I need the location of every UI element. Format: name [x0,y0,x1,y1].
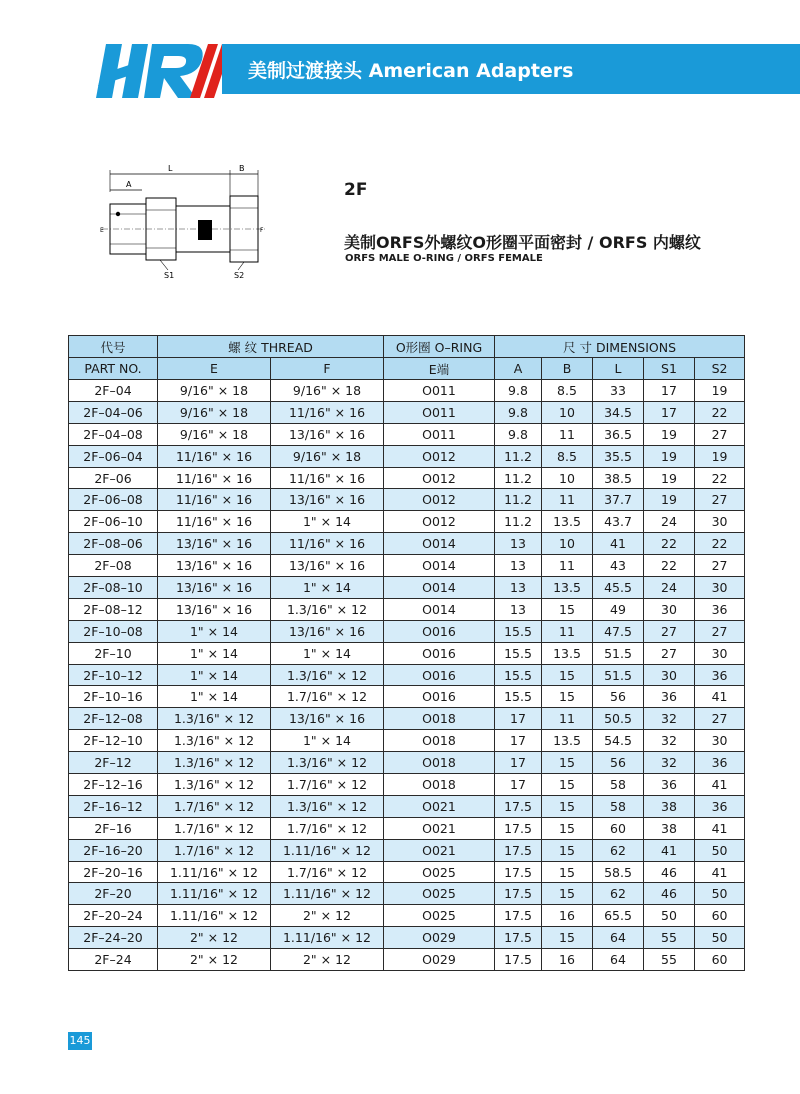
table-cell: 11 [542,620,593,642]
table-cell: 15 [542,774,593,796]
table-cell: 2F–06–10 [69,511,158,533]
table-cell: 2F–10 [69,642,158,664]
table-cell: 36 [695,795,745,817]
table-cell: 13/16" × 16 [158,598,271,620]
table-cell: 19 [695,380,745,402]
table-cell: 11 [542,489,593,511]
product-code: 2F [344,180,368,200]
table-cell: O012 [384,511,495,533]
table-cell: 17.5 [495,927,542,949]
table-cell: 24 [644,511,695,533]
table-cell: 2F–10–12 [69,664,158,686]
table-cell: 2F–24 [69,949,158,971]
table-cell: 50 [695,927,745,949]
table-row [69,620,745,642]
header-l: L [593,358,644,380]
table-row [69,839,745,861]
table-cell: 55 [644,927,695,949]
dim-label-l: L [168,164,173,173]
table-cell: 1.7/16" × 12 [158,795,271,817]
table-cell: 17 [495,730,542,752]
table-cell: 9/16" × 18 [158,401,271,423]
table-cell: 50 [695,839,745,861]
table-cell: 62 [593,839,644,861]
header-part-no: PART NO. [69,358,158,380]
table-row [69,708,745,730]
table-cell: 2" × 12 [271,905,384,927]
table-cell: 38 [644,817,695,839]
table-cell: 33 [593,380,644,402]
table-cell: 27 [695,423,745,445]
table-cell: 43 [593,555,644,577]
table-cell: 11/16" × 16 [158,445,271,467]
table-cell: 11.2 [495,467,542,489]
table-cell: 1.11/16" × 12 [271,927,384,949]
header-a: A [495,358,542,380]
table-cell: O016 [384,664,495,686]
table-cell: 15 [542,686,593,708]
table-row [69,795,745,817]
table-row [69,752,745,774]
table-cell: 36.5 [593,423,644,445]
table-row [69,861,745,883]
fitting-diagram [98,162,268,282]
table-row [69,730,745,752]
table-cell: 17.5 [495,949,542,971]
table-cell: 1.11/16" × 12 [271,883,384,905]
table-cell: 1" × 14 [158,642,271,664]
table-cell: 1.11/16" × 12 [158,905,271,927]
table-row [69,445,745,467]
table-cell: O029 [384,927,495,949]
table-cell: 60 [593,817,644,839]
table-cell: 30 [695,511,745,533]
table-cell: 2F–04–08 [69,423,158,445]
table-cell: 9.8 [495,423,542,445]
table-cell: 2F–04–06 [69,401,158,423]
table-cell: 11/16" × 16 [158,489,271,511]
table-cell: O011 [384,401,495,423]
table-cell: 2F–24–20 [69,927,158,949]
table-cell: 2F–12–10 [69,730,158,752]
table-cell: 2" × 12 [158,949,271,971]
table-cell: 2F–12 [69,752,158,774]
table-cell: 19 [644,423,695,445]
table-cell: O012 [384,467,495,489]
table-cell: O021 [384,839,495,861]
table-cell: 41 [593,533,644,555]
table-cell: O021 [384,817,495,839]
table-cell: 11 [542,708,593,730]
table-cell: 22 [644,533,695,555]
table-cell: 13 [495,598,542,620]
table-cell: O016 [384,620,495,642]
table-cell: 9/16" × 18 [271,380,384,402]
table-cell: 11/16" × 16 [271,467,384,489]
table-cell: 27 [695,708,745,730]
table-cell: 62 [593,883,644,905]
spec-table [68,335,745,971]
table-cell: 32 [644,730,695,752]
table-cell: 34.5 [593,401,644,423]
table-cell: 2F–06–08 [69,489,158,511]
table-cell: 15 [542,598,593,620]
table-cell: 13.5 [542,577,593,599]
table-cell: 2F–20–24 [69,905,158,927]
table-cell: 46 [644,861,695,883]
dim-label-a: A [126,180,132,189]
table-cell: O014 [384,577,495,599]
table-cell: 2F–20–16 [69,861,158,883]
table-row [69,380,745,402]
table-cell: 1" × 14 [158,686,271,708]
table-cell: 2F–16 [69,817,158,839]
table-row [69,642,745,664]
table-cell: 17 [495,774,542,796]
table-cell: 15 [542,839,593,861]
table-row [69,467,745,489]
table-cell: 17.5 [495,795,542,817]
header-part-cn: 代号 [69,336,158,358]
table-row [69,489,745,511]
table-cell: O025 [384,905,495,927]
table-cell: 1" × 14 [271,577,384,599]
table-cell: 10 [542,467,593,489]
table-cell: 15 [542,795,593,817]
table-cell: 2F–10–08 [69,620,158,642]
table-cell: 11 [542,555,593,577]
table-cell: O011 [384,423,495,445]
header-dimensions: 尺 寸 DIMENSIONS [495,336,745,358]
table-cell: 64 [593,927,644,949]
table-cell: 58 [593,774,644,796]
table-cell: 37.7 [593,489,644,511]
table-cell: 2" × 12 [158,927,271,949]
table-cell: 1" × 14 [271,730,384,752]
table-cell: 1.7/16" × 12 [271,774,384,796]
table-cell: 35.5 [593,445,644,467]
table-cell: 9.8 [495,380,542,402]
table-cell: 16 [542,905,593,927]
table-cell: 1.3/16" × 12 [271,598,384,620]
table-cell: 55 [644,949,695,971]
table-cell: 2F–08–12 [69,598,158,620]
table-cell: O025 [384,861,495,883]
table-row [69,927,745,949]
dim-label-s2: S2 [234,271,245,280]
header-title: 美制过渡接头 American Adapters [248,60,574,82]
table-cell: 10 [542,533,593,555]
table-cell: 11 [542,423,593,445]
table-row [69,423,745,445]
table-cell: 41 [695,774,745,796]
table-cell: 2F–04 [69,380,158,402]
table-cell: 11.2 [495,445,542,467]
table-cell: 49 [593,598,644,620]
table-cell: 1.3/16" × 12 [271,664,384,686]
table-cell: O025 [384,883,495,905]
table-cell: 13/16" × 16 [158,555,271,577]
table-cell: 13/16" × 16 [271,423,384,445]
table-cell: 51.5 [593,664,644,686]
dim-label-f: F [260,227,264,234]
table-cell: O018 [384,774,495,796]
table-cell: 60 [695,949,745,971]
spec-table-body [69,380,745,971]
table-cell: 17 [644,380,695,402]
table-cell: 50 [644,905,695,927]
table-cell: 17.5 [495,883,542,905]
table-cell: 19 [644,445,695,467]
table-cell: 22 [644,555,695,577]
table-row [69,401,745,423]
table-cell: 38 [644,795,695,817]
table-cell: 13.5 [542,642,593,664]
table-cell: 13.5 [542,730,593,752]
table-cell: 22 [695,401,745,423]
table-cell: 27 [695,555,745,577]
table-cell: 41 [695,817,745,839]
table-row [69,905,745,927]
table-cell: 2F–12–08 [69,708,158,730]
table-cell: O018 [384,708,495,730]
table-cell: 15 [542,817,593,839]
table-cell: 56 [593,686,644,708]
product-title-en: ORFS MALE O-RING / ORFS FEMALE [345,253,543,264]
table-cell: 2F–12–16 [69,774,158,796]
table-cell: 51.5 [593,642,644,664]
table-cell: 30 [695,577,745,599]
table-cell: 54.5 [593,730,644,752]
table-cell: 15 [542,752,593,774]
table-cell: 11/16" × 16 [158,467,271,489]
table-cell: O014 [384,533,495,555]
table-row [69,949,745,971]
table-cell: 2F–08–10 [69,577,158,599]
table-cell: 2F–08–06 [69,533,158,555]
table-cell: 64 [593,949,644,971]
table-cell: 19 [644,489,695,511]
header-e-end: E端 [384,358,495,380]
table-cell: 17 [644,401,695,423]
table-cell: 1.11/16" × 12 [158,883,271,905]
header-oring: O形圈 O–RING [384,336,495,358]
table-cell: 9/16" × 18 [271,445,384,467]
table-cell: 15.5 [495,664,542,686]
table-cell: 17.5 [495,817,542,839]
table-cell: 2F–16–20 [69,839,158,861]
page-number: 145 [68,1032,92,1050]
table-cell: O016 [384,642,495,664]
table-cell: 60 [695,905,745,927]
table-cell: 43.7 [593,511,644,533]
table-cell: 10 [542,401,593,423]
table-cell: 1.3/16" × 12 [158,730,271,752]
table-cell: 11/16" × 16 [271,401,384,423]
table-cell: 41 [695,686,745,708]
table-cell: 19 [695,445,745,467]
table-cell: 65.5 [593,905,644,927]
table-cell: 30 [644,664,695,686]
table-cell: O021 [384,795,495,817]
dim-label-b: B [239,164,245,173]
table-cell: 30 [695,642,745,664]
table-cell: 58 [593,795,644,817]
table-cell: 13.5 [542,511,593,533]
table-cell: O014 [384,598,495,620]
table-cell: O012 [384,489,495,511]
table-cell: O016 [384,686,495,708]
table-cell: 1.3/16" × 12 [158,708,271,730]
table-cell: 17.5 [495,905,542,927]
table-cell: 1.7/16" × 12 [271,686,384,708]
table-cell: 1.3/16" × 12 [158,752,271,774]
table-cell: 50.5 [593,708,644,730]
table-cell: 2" × 12 [271,949,384,971]
table-cell: 22 [695,533,745,555]
table-cell: 27 [644,642,695,664]
product-title-cn: 美制ORFS外螺纹O形圈平面密封 / ORFS 内螺纹 [344,233,701,252]
table-cell: 11/16" × 16 [271,533,384,555]
table-cell: 17.5 [495,839,542,861]
table-cell: 2F–20 [69,883,158,905]
table-cell: 1" × 14 [271,511,384,533]
table-cell: 47.5 [593,620,644,642]
table-cell: 27 [644,620,695,642]
table-cell: 13/16" × 16 [271,489,384,511]
table-cell: 1.3/16" × 12 [271,752,384,774]
table-cell: 36 [644,774,695,796]
table-cell: 38.5 [593,467,644,489]
table-row [69,577,745,599]
table-row [69,533,745,555]
table-cell: 15 [542,927,593,949]
table-cell: 15 [542,883,593,905]
table-cell: 27 [695,620,745,642]
table-cell: 11/16" × 16 [158,511,271,533]
table-cell: 1" × 14 [271,642,384,664]
table-cell: 41 [644,839,695,861]
table-cell: O012 [384,445,495,467]
table-cell: 32 [644,708,695,730]
table-row [69,555,745,577]
table-cell: 56 [593,752,644,774]
table-cell: 1.3/16" × 12 [271,795,384,817]
table-cell: 11.2 [495,489,542,511]
table-cell: 46 [644,883,695,905]
table-cell: 2F–06–04 [69,445,158,467]
table-cell: 17 [495,752,542,774]
table-cell: 1.11/16" × 12 [158,861,271,883]
table-cell: 1.7/16" × 12 [158,839,271,861]
table-cell: 17 [495,708,542,730]
table-cell: O029 [384,949,495,971]
table-cell: 13 [495,577,542,599]
table-cell: 11.2 [495,511,542,533]
table-cell: 2F–08 [69,555,158,577]
table-cell: 36 [695,598,745,620]
table-cell: 15 [542,664,593,686]
table-cell: 1.7/16" × 12 [271,861,384,883]
table-cell: 9/16" × 18 [158,380,271,402]
table-cell: 58.5 [593,861,644,883]
table-cell: 36 [644,686,695,708]
table-cell: 2F–16–12 [69,795,158,817]
table-cell: 45.5 [593,577,644,599]
table-row [69,774,745,796]
table-cell: 13/16" × 16 [271,708,384,730]
table-cell: 41 [695,861,745,883]
table-row [69,664,745,686]
table-cell: 1.7/16" × 12 [158,817,271,839]
table-cell: 8.5 [542,445,593,467]
table-row [69,883,745,905]
table-cell: 1.11/16" × 12 [271,839,384,861]
table-row [69,598,745,620]
table-cell: 13 [495,555,542,577]
table-cell: O011 [384,380,495,402]
table-row [69,511,745,533]
table-cell: 17.5 [495,861,542,883]
table-cell: O014 [384,555,495,577]
table-cell: 13/16" × 16 [158,533,271,555]
header-s1: S1 [644,358,695,380]
table-cell: 1.7/16" × 12 [271,817,384,839]
table-cell: 15.5 [495,686,542,708]
table-row [69,817,745,839]
header-s2: S2 [695,358,745,380]
table-cell: 30 [695,730,745,752]
table-cell: 15.5 [495,620,542,642]
table-cell: 15.5 [495,642,542,664]
table-cell: 9/16" × 18 [158,423,271,445]
table-cell: 8.5 [542,380,593,402]
table-cell: 15 [542,861,593,883]
dim-label-e: E [100,227,104,234]
table-cell: 9.8 [495,401,542,423]
table-cell: 30 [644,598,695,620]
table-cell: 1" × 14 [158,620,271,642]
header-e: E [158,358,271,380]
header-thread: 螺 纹 THREAD [158,336,384,358]
table-cell: 19 [644,467,695,489]
table-cell: 2F–06 [69,467,158,489]
table-cell: 27 [695,489,745,511]
table-cell: 13/16" × 16 [271,620,384,642]
table-cell: 13/16" × 16 [158,577,271,599]
table-cell: 32 [644,752,695,774]
table-cell: 2F–10–16 [69,686,158,708]
table-cell: 24 [644,577,695,599]
header-f: F [271,358,384,380]
table-row [69,686,745,708]
table-cell: 13 [495,533,542,555]
dim-label-s1: S1 [164,271,175,280]
table-cell: 16 [542,949,593,971]
table-cell: 36 [695,752,745,774]
table-cell: O018 [384,752,495,774]
table-cell: O018 [384,730,495,752]
table-cell: 1.3/16" × 12 [158,774,271,796]
table-cell: 13/16" × 16 [271,555,384,577]
table-cell: 36 [695,664,745,686]
table-cell: 50 [695,883,745,905]
header-b: B [542,358,593,380]
table-cell: 1" × 14 [158,664,271,686]
table-cell: 22 [695,467,745,489]
